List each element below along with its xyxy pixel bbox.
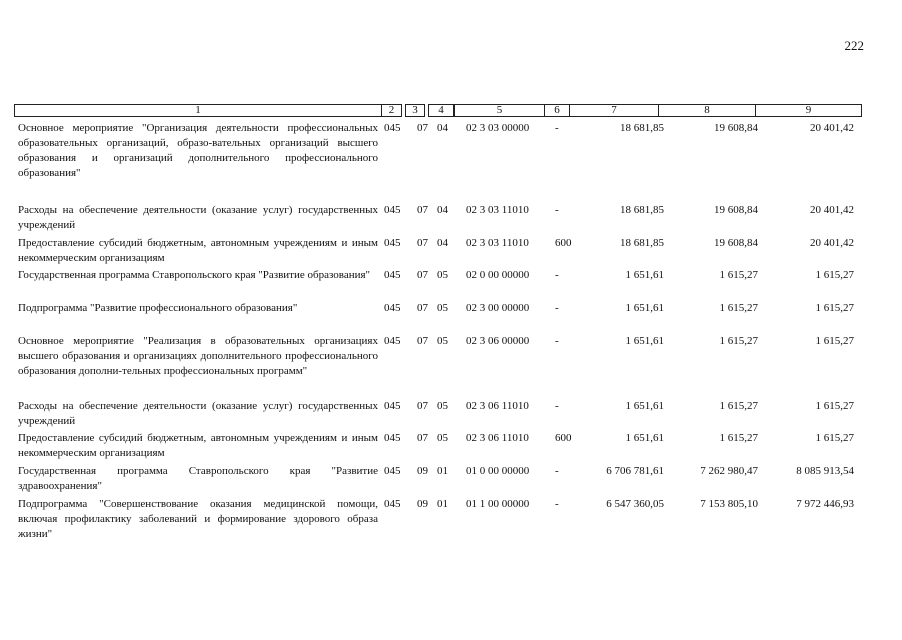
row-col-8: 19 608,84 — [714, 122, 758, 134]
row-col-2: 045 — [384, 400, 401, 412]
row-col-4: 05 — [437, 335, 448, 347]
row-col-8: 1 615,27 — [719, 302, 758, 314]
row-name: Подпрограмма "Развитие профессионального образования" — [18, 302, 298, 314]
row-col-3: 07 — [417, 335, 428, 347]
row-col-2: 045 — [384, 465, 401, 477]
row-col-8: 1 615,27 — [719, 269, 758, 281]
row-col-6: 600 — [555, 237, 572, 249]
row-col-4: 05 — [437, 400, 448, 412]
row-col-2: 045 — [384, 498, 401, 510]
row-col-4: 01 — [437, 465, 448, 477]
row-col-5: 02 3 03 00000 — [466, 122, 530, 134]
row-name: Основное мероприятие "Организация деятельности профессиональных образовательных организаций, образо-вательных организаций высшего образования и организаций дополнительного профессионального образования" — [18, 122, 378, 179]
row-col-9: 20 401,42 — [810, 237, 854, 249]
row-col-3: 07 — [417, 400, 428, 412]
row-col-3: 07 — [417, 302, 428, 314]
row-col-6: - — [555, 122, 559, 134]
row-col-4: 05 — [437, 269, 448, 281]
row-col-5: 02 3 03 11010 — [466, 237, 529, 249]
row-col-7: 18 681,85 — [620, 122, 664, 134]
row-col-3: 09 — [417, 465, 428, 477]
row-col-2: 045 — [384, 237, 401, 249]
row-name: Предоставление субсидий бюджетным, автономным учреждениям и иным некоммерческим организациям — [18, 237, 378, 264]
row-name: Государственная программа Ставропольского края "Развитие образования" — [18, 269, 371, 281]
row-col-8: 19 608,84 — [714, 237, 758, 249]
header-cell-3: 3 — [405, 104, 425, 117]
row-col-4: 05 — [437, 432, 448, 444]
row-col-9: 1 615,27 — [815, 302, 854, 314]
row-col-2: 045 — [384, 432, 401, 444]
row-col-6: - — [555, 269, 559, 281]
row-col-9: 1 615,27 — [815, 400, 854, 412]
row-col-7: 1 651,61 — [625, 335, 664, 347]
row-col-7: 18 681,85 — [620, 237, 664, 249]
row-col-9: 1 615,27 — [815, 269, 854, 281]
row-col-3: 07 — [417, 432, 428, 444]
table-header — [14, 104, 862, 117]
row-col-6: - — [555, 465, 559, 477]
row-col-6: 600 — [555, 432, 572, 444]
row-col-5: 02 3 00 00000 — [466, 302, 530, 314]
row-col-9: 20 401,42 — [810, 122, 854, 134]
row-col-9: 1 615,27 — [815, 432, 854, 444]
header-cell-9: 9 — [755, 104, 862, 117]
header-cell-4: 4 — [428, 104, 454, 117]
row-col-8: 1 615,27 — [719, 335, 758, 347]
row-col-3: 07 — [417, 122, 428, 134]
row-col-9: 20 401,42 — [810, 204, 854, 216]
row-col-5: 02 3 03 11010 — [466, 204, 529, 216]
row-col-8: 19 608,84 — [714, 204, 758, 216]
row-col-7: 1 651,61 — [625, 400, 664, 412]
row-col-3: 07 — [417, 204, 428, 216]
row-col-6: - — [555, 498, 559, 510]
row-col-2: 045 — [384, 122, 401, 134]
row-col-2: 045 — [384, 204, 401, 216]
row-col-5: 02 3 06 00000 — [466, 335, 530, 347]
row-col-6: - — [555, 302, 559, 314]
row-col-5: 02 3 06 11010 — [466, 400, 529, 412]
row-name: Расходы на обеспечение деятельности (оказание услуг) государственных учреждений — [18, 204, 378, 231]
row-name: Подпрограмма "Совершенствование оказания медицинской помощи, включая профилактику заболеваний и формирование здорового образа жизни" — [18, 498, 378, 540]
row-col-4: 04 — [437, 122, 448, 134]
row-col-7: 18 681,85 — [620, 204, 664, 216]
row-col-7: 6 706 781,61 — [606, 465, 664, 477]
header-cell-7: 7 — [569, 104, 659, 117]
row-col-7: 6 547 360,05 — [606, 498, 664, 510]
row-col-2: 045 — [384, 302, 401, 314]
header-cell-5: 5 — [454, 104, 545, 117]
row-col-6: - — [555, 204, 559, 216]
header-cell-2: 2 — [381, 104, 402, 117]
row-name: Основное мероприятие "Реализация в образовательных организациях высшего образования и организациях дополнительного профессионального образования дополни-тельных профессиональных программ" — [18, 335, 378, 377]
row-col-4: 05 — [437, 302, 448, 314]
row-col-6: - — [555, 335, 559, 347]
header-cell-1: 1 — [14, 104, 382, 117]
row-col-8: 1 615,27 — [719, 400, 758, 412]
row-col-5: 01 0 00 00000 — [466, 465, 530, 477]
row-col-4: 04 — [437, 237, 448, 249]
row-col-2: 045 — [384, 269, 401, 281]
row-col-3: 07 — [417, 237, 428, 249]
header-cell-8: 8 — [658, 104, 756, 117]
row-col-5: 01 1 00 00000 — [466, 498, 530, 510]
row-col-8: 7 153 805,10 — [700, 498, 758, 510]
row-col-4: 01 — [437, 498, 448, 510]
row-col-4: 04 — [437, 204, 448, 216]
row-col-3: 07 — [417, 269, 428, 281]
row-col-9: 1 615,27 — [815, 335, 854, 347]
header-cell-6: 6 — [544, 104, 570, 117]
row-col-7: 1 651,61 — [625, 432, 664, 444]
row-col-5: 02 3 06 11010 — [466, 432, 529, 444]
row-col-9: 7 972 446,93 — [796, 498, 854, 510]
row-name: Предоставление субсидий бюджетным, автономным учреждениям и иным некоммерческим организациям — [18, 432, 378, 459]
row-name: Государственная программа Ставропольского края "Развитие здравоохранения" — [18, 465, 378, 492]
row-col-6: - — [555, 400, 559, 412]
row-col-8: 7 262 980,47 — [700, 465, 758, 477]
row-name: Расходы на обеспечение деятельности (оказание услуг) государственных учреждений — [18, 400, 378, 427]
row-col-2: 045 — [384, 335, 401, 347]
row-col-9: 8 085 913,54 — [796, 465, 854, 477]
row-col-8: 1 615,27 — [719, 432, 758, 444]
row-col-7: 1 651,61 — [625, 269, 664, 281]
row-col-7: 1 651,61 — [625, 302, 664, 314]
row-col-3: 09 — [417, 498, 428, 510]
row-col-5: 02 0 00 00000 — [466, 269, 530, 281]
page-number: 222 — [844, 38, 864, 53]
